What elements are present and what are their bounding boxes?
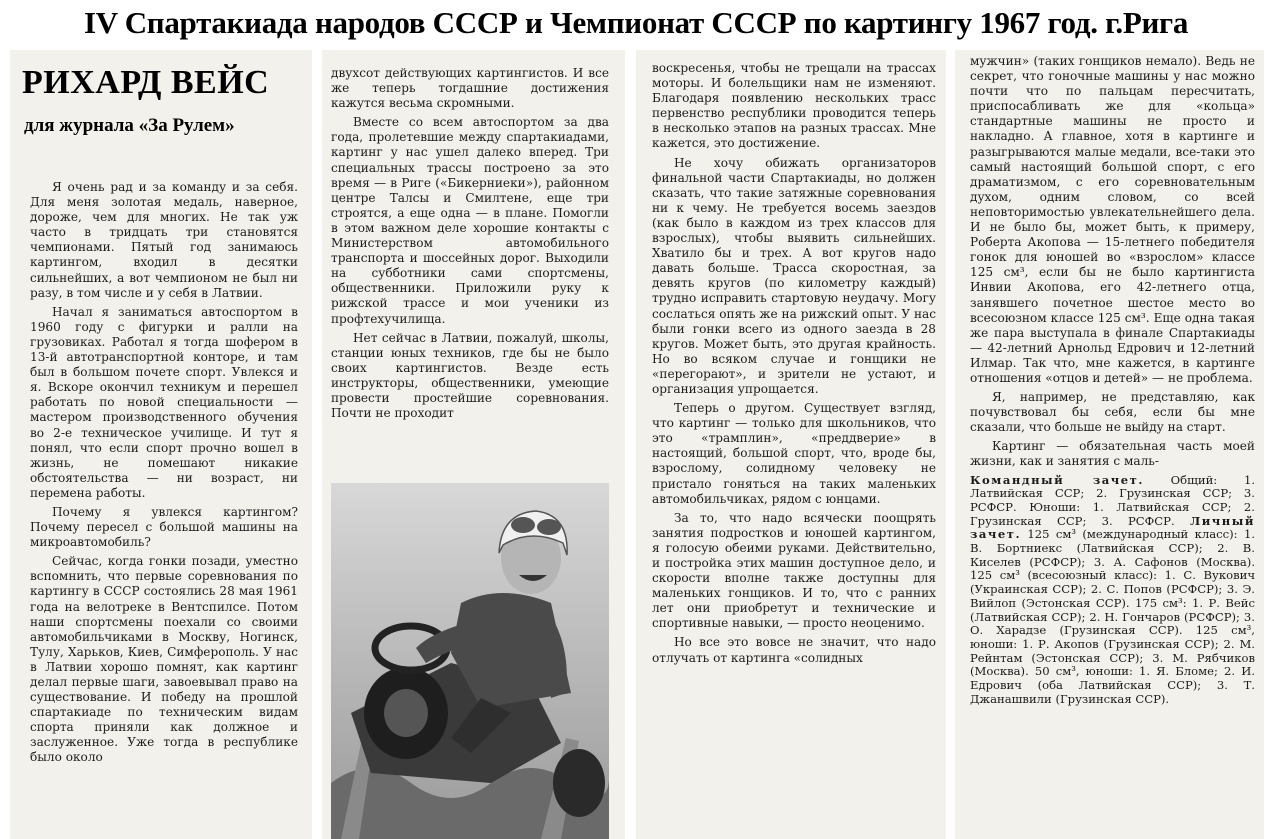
personal-results-text: 125 см³ (международный класс): 1. В. Бортниекс (Латвийская ССР); 2. В. Киселев (РСФСР); 3. А. Сафонов (Москва). 125 см³ (всесоюзный класс): 1. С. Вукович (Украинская ССР); 2. С. Попов (РСФСР); 3. Э. Вийлоп (Эстонская ССР). 175 см³: 1. Р. Вейс (Латвийская ССР); 2. Н. Гончаров (РСФСР); 3. О. Харадзе (Грузинская ССР). 125 см³, юноши: 1. Р. Акопов (Грузинская ССР); 2. М. Рейнтам (Эстонская ССР); 3. М. Рябчиков (Москва). 50 см³, юноши: 1. Я. Бломе; 2. И. Едрович (оба Латвийская ССР); 3. Т. Джанашвили (Грузинская ССР). [970,527,1255,706]
team-results-heading: Командный зачет. [970,472,1144,487]
kart-driver-photo [331,483,609,839]
paragraph: Нет сейчас в Латвии, пожалуй, школы, станции юных техников, где бы не было своих картингистов. Везде есть инструкторы, общественники, умеющие провести простейшие соревнования. Почти не проходит [331,330,609,421]
article-column-2 [331,66,609,476]
personal-results-heading: Личный зачет. [970,513,1255,542]
paragraph: За то, что надо всячески поощрять занятия подростков и юношей картингом, я голосую обеими руками. Действительно, и постройка этих машин доступное дело, и скорости вполне также доступны для маленьких гонщиков. И то, что с ранних лет они приобретут и технические и спортивные навыки, — просто неоценимо. [652,510,936,631]
paragraph: мужчин» (таких гонщиков немало). Ведь не секрет, что гоночные машины у нас можно почти что по пальцам пересчитать, приспосабливать же для «кольца» стандартные машины не просто и накладно. А главное, хотя в картинге и разыгрываются малые медали, все-таки это самый настоящий большой спорт, с его драматизмом, с его соревновательным духом, одним словом, со всей неповторимостью увлекательнейшего дела. И не было бы, может быть, к примеру, Роберта Акопова — 15-летнего победителя гонок для юношей во «взрослом» классе 125 см³, если бы не было картингиста Инвии Акопова, его 42-летнего отца, занявшего почетное шестое место во всесоюзном классе 125 см³. Еще одна такая же пара выступала в финале Спартакиады — 42-летний Арнольд Едрович и 12-летний Илмар. Так что, мне кажется, в картинге отношения «отцов и детей» — не проблема. [970,54,1255,385]
paragraph: Сейчас, когда гонки позади, уместно вспомнить, что первые соревнования по картингу в СССР состоялись 28 мая 1961 года на велотреке в Вентспилсе. Потом наши спортсмены поехали со своими автомобильчиками в Москву, Ногинск, Тулу, Харьков, Киев, Симферополь. У нас в Латвии хорошо помнят, как картинг делал первые шаги, завоевывал право на существование. И победу на прошлой спартакиаде по техническим видам спорта приняли как должное и заслуженное. Уже тогда в республике было около [30,554,298,765]
paragraph: Вместе со всем автоспортом за два года, пролетевшие между спартакиадами, картинг у нас ушел далеко вперед. Три специальных трассы построено за это время — в Риге («Бикерниеки»), районном центре Талсы и Смилтене, еще три строятся, а еще одна — в плане. Помогли в этом важном деле хорошие контакты с Министерством автомобильного транспорта и шоссейных дорог. Выходили на субботники сами спортсмены, общественники. Приложили руку к рижской трассе и мои ученики из профтехучилища. [331,115,609,326]
paragraph: Начал я заниматься автоспортом в 1960 году с фигурки и ралли на грузовиках. Работал я тогда шофером в 13-й автотранспортной конторе, и там был в большом почете спорт. Увлекся и я. Вскоре окончил техникум и перешел работать по новой специальности — мастером производственного обучения во 2-е техническое училище. И тут я понял, что если спорт прочно вошел в жизнь, не помешают никакие обстоятельства — ни возраст, ни перемена работы. [30,304,298,500]
paragraph: Я, например, не представляю, как почувствовал бы себя, если бы мне сказали, что больше не выйду на старт. [970,390,1255,435]
paragraph: Я очень рад и за команду и за себя. Для меня золотая медаль, наверное, дороже, чем для многих. Не так уж часто в тридцать три становятся чемпионами. Пятый год занимаюсь картингом, входил в десятки сильнейших, а вот чемпионом не был ни разу, в том числе и у себя в Латвии. [30,180,298,300]
page-headline: IV Спартакиада народов СССР и Чемпионат СССР по картингу 1967 год. г.Рига [83,5,1189,40]
paragraph: Не хочу обижать организаторов финальной части Спартакиады, но должен сказать, что такие затяжные соревнования ни к чему. Не требуется восемь заездов (как было в каждом из трех классов для взрослых), чтобы выявить сильнейших. Хватило бы и трех. А вот кругов надо давать больше. Трасса скоростная, за девять кругов (по километру каждый) трудно исправить стартовую неудачу. Могу сослаться опять же на рижский опыт. У нас были гонки всего из одного заезда в 28 кругов. Может быть, это другая крайность. Но во всяком случае и гонщики не «перегорают», и зрители не устают, и организация упрощается. [652,155,936,396]
article-column-4 [970,54,1255,839]
team-results-text: Общий: 1. Латвийская ССР; 2. Грузинская ССР; 3. РСФСР. Юноши: 1. Латвийская ССР; 2. Грузинская ССР; 3. РСФСР. [970,472,1255,528]
competition-results [970,474,1255,707]
paragraph: Почему я увлекся картингом? Почему пересел с большой машины на микроавтомобиль? [30,504,298,550]
article-column-3 [652,61,936,839]
paragraph: Картинг — обязательная часть моей жизни, как и занятия с маль- [970,439,1255,469]
paragraph: Теперь о другом. Существует взгляд, что картинг — только для школьников, что это «трамплин», «преддверие» в настоящий, большой спорт, что, вроде бы, взрослому, солидному человеку не пристало гоняться на таких маленьких автомобильчиках, рядом с юнцами. [652,401,936,506]
paragraph: двухсот действующих картингистов. И все же теперь тогдашние достижения кажутся весьма скромными. [331,66,609,111]
paragraph: Но все это вовсе не значит, что надо отлучать от картинга «солидных [652,635,936,665]
magazine-credit: для журнала «За Рулем» [24,115,235,136]
article-column-1 [30,180,298,839]
author-name: РИХАРД ВЕЙС [22,64,270,101]
paragraph: воскресенья, чтобы не трещали на трассах моторы. И болельщики нам не изменяют. Благодаря появлению нескольких трасс первенство республики проводится теперь в несколько этапов на разных трассах. Мне кажется, это достижение. [652,61,936,151]
